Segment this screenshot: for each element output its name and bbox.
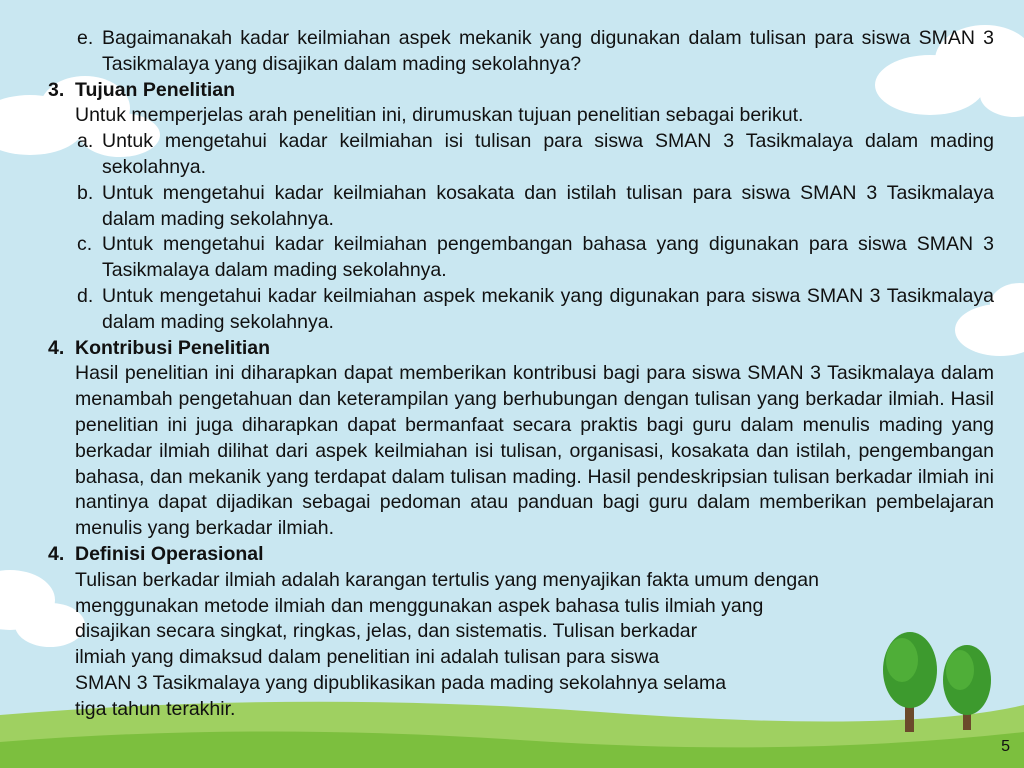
section-heading-tujuan bbox=[48, 78, 994, 104]
list-marker: a. bbox=[77, 130, 94, 153]
body-line: menggunakan metode ilmiah dan menggunakan aspek bahasa tulis ilmiah yang bbox=[75, 594, 764, 617]
section-heading-kontribusi bbox=[48, 336, 994, 362]
section-body-kontribusi: Hasil penelitian ini diharapkan dapat memberikan kontribusi bagi para siswa SMAN 3 Tasikmalaya dalam menambah pengetahuan dan keterampilan yang berhubungan dengan tulisan yang berkadar ilmiah. Hasil penelitian ini juga diharapkan dapat bermanfaat secara praktis bagi guru dalam menulis mading yang berkadar ilmiah dilihat dari aspek keilmiahan isi tulisan, organisasi, kosakata dan istilah, pengembangan bahasa, dan mekanik yang terdapat dalam tulisan mading. Hasil pendeskripsian tulisan berkadar ilmiah ini nantinya dapat dijadikan sebagai pedoman atau panduan bagi guru dalam memberikan pembelajaran menulis yang berkadar ilmiah. bbox=[75, 362, 994, 540]
page-number: 5 bbox=[1001, 738, 1010, 755]
list-text: Untuk mengetahui kadar keilmiahan kosakata dan istilah tulisan para siswa SMAN 3 Tasikmalaya dalam mading sekolahnya. bbox=[102, 181, 994, 230]
body-line: disajikan secara singkat, ringkas, jelas, dan sistematis. Tulisan berkadar bbox=[75, 620, 698, 643]
section-title: Kontribusi Penelitian bbox=[75, 336, 271, 359]
slide-content bbox=[48, 26, 994, 723]
section-body-definisi-first: Tulisan berkadar ilmiah adalah karangan tertulis yang menyajikan fakta umum dengan bbox=[75, 568, 819, 591]
section-body-definisi-rest bbox=[75, 594, 994, 723]
list-text: Untuk mengetahui kadar keilmiahan aspek mekanik yang digunakan para siswa SMAN 3 Tasikmalaya dalam mading sekolahnya. bbox=[102, 284, 994, 333]
list-text: Untuk mengetahui kadar keilmiahan isi tulisan para siswa SMAN 3 Tasikmalaya dalam mading sekolahnya. bbox=[102, 130, 994, 178]
list-text: Untuk mengetahui kadar keilmiahan pengembangan bahasa yang digunakan para siswa SMAN 3 Tasikmalaya dalam mading sekolahnya. bbox=[102, 233, 994, 282]
list-marker: d. bbox=[77, 284, 94, 307]
body-line: ilmiah yang dimaksud dalam penelitian ini adalah tulisan para siswa bbox=[75, 646, 660, 669]
list-item-e bbox=[77, 26, 994, 78]
section-title: Tujuan Penelitian bbox=[75, 78, 235, 101]
section-intro: Untuk memperjelas arah penelitian ini, dirumuskan tujuan penelitian sebagai berikut. bbox=[75, 104, 804, 127]
section-number: 3. bbox=[48, 78, 65, 101]
list-item-b bbox=[77, 181, 994, 233]
list-marker: e. bbox=[77, 27, 94, 49]
list-text: Bagaimanakah kadar keilmiahan aspek mekanik yang digunakan dalam tulisan para siswa SMAN 3 Tasikmalaya yang disajikan dalam mading sekolahnya? bbox=[102, 27, 994, 75]
body-line: SMAN 3 Tasikmalaya yang dipublikasikan pada mading sekolahnya selama bbox=[75, 671, 727, 694]
body-line: tiga tahun terakhir. bbox=[75, 697, 236, 720]
section-number: 4. bbox=[48, 336, 65, 359]
list-marker: b. bbox=[77, 181, 94, 204]
section-number: 4. bbox=[48, 542, 65, 565]
section-title: Definisi Operasional bbox=[75, 542, 264, 565]
section-heading-definisi bbox=[48, 542, 994, 568]
list-item-a bbox=[77, 129, 994, 181]
list-item-c bbox=[77, 232, 994, 284]
list-marker: c. bbox=[77, 233, 93, 256]
list-item-d bbox=[77, 284, 994, 336]
